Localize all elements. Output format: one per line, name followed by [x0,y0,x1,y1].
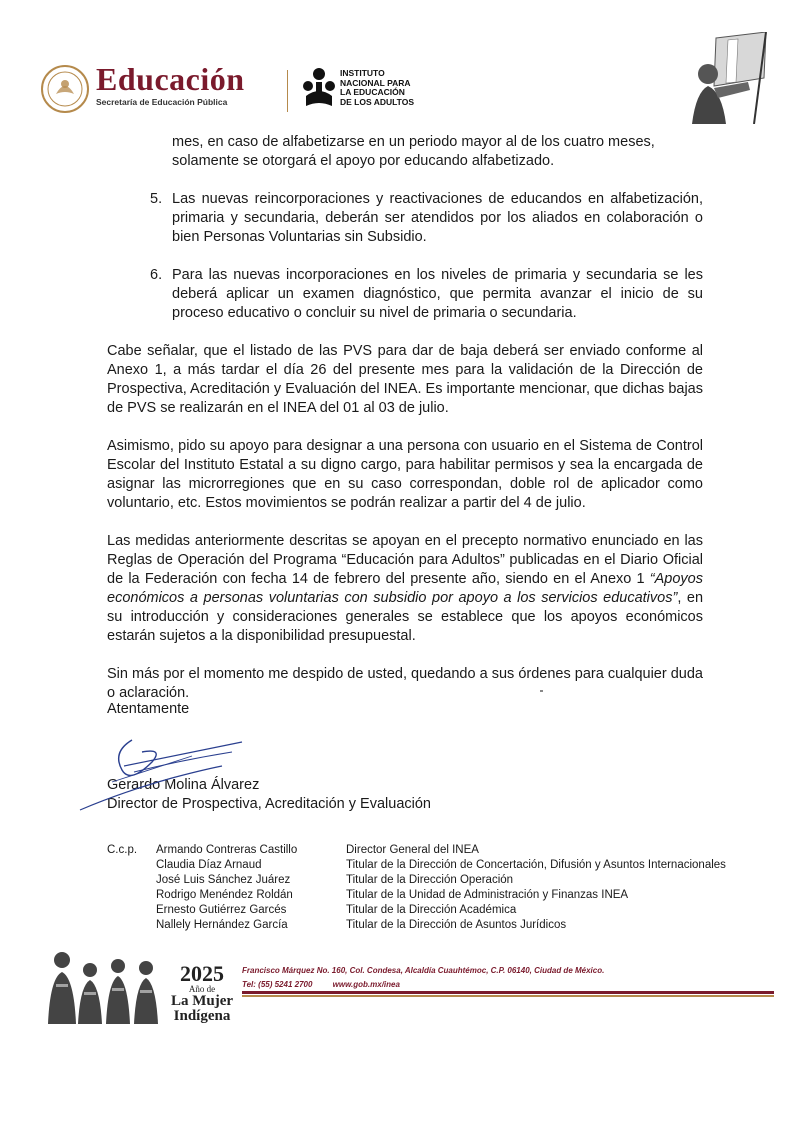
closing: Atentamente [107,701,190,717]
ccp-role: Titular de la Dirección de Concertación, Difusión y Asuntos Internacionales [346,859,726,871]
inea-line: INSTITUTO [340,68,385,78]
list-text: Para las nuevas incorporaciones en los niveles de primaria y secundaria se les deberá aplicar un examen diagnóstico, que permita avanzar el inicio de su proceso educativo o concluir su nivel de primaria o secundaria. [172,267,703,321]
list-item-5 [107,190,703,247]
list-item-6 [107,266,703,323]
list-text: Las nuevas reincorporaciones y reactivaciones de educandos en alfabetización, primaria y secundaria, deberán ser atendidos por los aliados en colaboración o bien Personas Voluntarias sin Subsidio. [172,191,703,245]
para3-part-a: Las medidas anteriormente descritas se apoyan en el precepto normativo enunciado en las Reglas de Operación del Programa “Educación para Adultos” publicadas en el Diario Oficial de la Federación con fecha 14 de febrero del presente año, siendo en el Anexo 1 [107,533,703,587]
footer-rule-guinda [242,991,774,994]
footer-address: Francisco Márquez No. 160, Col. Condesa, Alcaldía Cuauhtémoc, C.P. 06140, Ciudad de México. [242,966,605,975]
inea-name [340,69,414,107]
ccp-name: Nallely Hernández García [156,919,288,931]
handwritten-signature [72,722,262,814]
ccp-name: José Luis Sánchez Juárez [156,874,291,886]
para3-part-b: , en su introducción y consideraciones generales se establece que los apoyos económicos estarán sujetos a la disponibilidad presupuestal. [107,590,704,644]
ccp-roles [346,843,766,933]
year-ano-de: Año de [188,984,216,994]
item4-line: mes, en caso de alfabetizarse en un periodo mayor al de los cuatro meses, [172,134,655,150]
ccp-role: Titular de la Unidad de Administración y Finanzas INEA [346,889,629,901]
ccp-role: Director General del INEA [346,844,479,856]
ccp-role: Titular de la Dirección Operación [346,874,514,886]
inea-line: NACIONAL PARA [340,77,411,88]
ccp-name: Claudia Díaz Arnaud [156,859,262,871]
ccp-role: Titular de la Dirección Académica [346,904,517,916]
inea-logo-icon [302,66,336,112]
indigenous-women-illustration [44,944,166,1024]
scan-speck [540,690,543,692]
header-divider [287,70,288,112]
sep-brand [96,62,245,107]
footer-web: www.gob.mx/inea [332,980,400,989]
letter-body [107,133,703,703]
ccp-name: Rodrigo Menéndez Roldán [156,889,293,901]
paragraph-bajas: Cabe señalar, que el listado de las PVS para dar de baja deberá ser enviado conforme al Anexo 1, a más tardar el día 26 del presente mes para la validación de la Dirección de Prospectiva, Acreditación y Evaluación del INEA. Es importante mencionar, que dichas bajas de PVS se realizarán en el INEA del 01 al 03 de julio. [107,343,703,416]
paragraph-usuario: Asimismo, pido su apoyo para designar a una persona con usuario en el Sistema de Control Escolar del Instituto Estatal a su digno cargo, para habilitar permisos y sea la encargada de asignar las microrregiones que en su caso correspondan, doble rol de aplicador como voluntario, etc. Estos movimientos se podrán realizar a partir del 4 de julio. [107,438,703,511]
list-item-4-continuation [107,133,703,171]
list-number: 5. [150,191,163,207]
signer-title: Director de Prospectiva, Acreditación y Evaluación [107,796,431,812]
ccp-name: Armando Contreras Castillo [156,844,298,856]
para3-italic-title: “Apoyos económicos a personas voluntarias con subsidio por apoyo a los servicios educativos” [107,571,703,606]
woman-with-flag-illustration [678,32,770,124]
letterhead [40,58,760,118]
footer-phone: Tel: (55) 5241 2700 [242,980,313,989]
year-emblem [170,963,234,1024]
item4-line: solamente se otorgará el apoyo por educando alfabetizado. [172,153,555,169]
footer-contact [242,980,418,989]
ccp-names [156,843,346,933]
list-number: 6. [150,267,163,283]
brand-title: Educación [96,61,245,97]
ccp-role: Titular de la Dirección de Asuntos Jurídicos [346,919,567,931]
national-seal-icon [40,64,90,114]
brand-subtitle: Secretaría de Educación Pública [96,97,228,107]
year-indigena: Indígena [173,1008,231,1024]
footer-rule-dorado [242,995,774,997]
year-la-mujer: La Mujer [170,993,234,1009]
inea-line: LA EDUCACIÓN [340,87,405,97]
paragraph-despedida: Sin más por el momento me despido de usted, quedando a sus órdenes para cualquier duda o aclaración. [107,666,703,701]
ccp-name: Ernesto Gutiérrez Garcés [156,904,287,916]
year-number: 2025 [180,961,224,986]
signer-name: Gerardo Molina Álvarez [107,777,260,793]
ccp-label: C.c.p. [107,844,138,856]
paragraph-reglas [107,532,703,646]
inea-line: DE LOS ADULTOS [340,96,414,107]
